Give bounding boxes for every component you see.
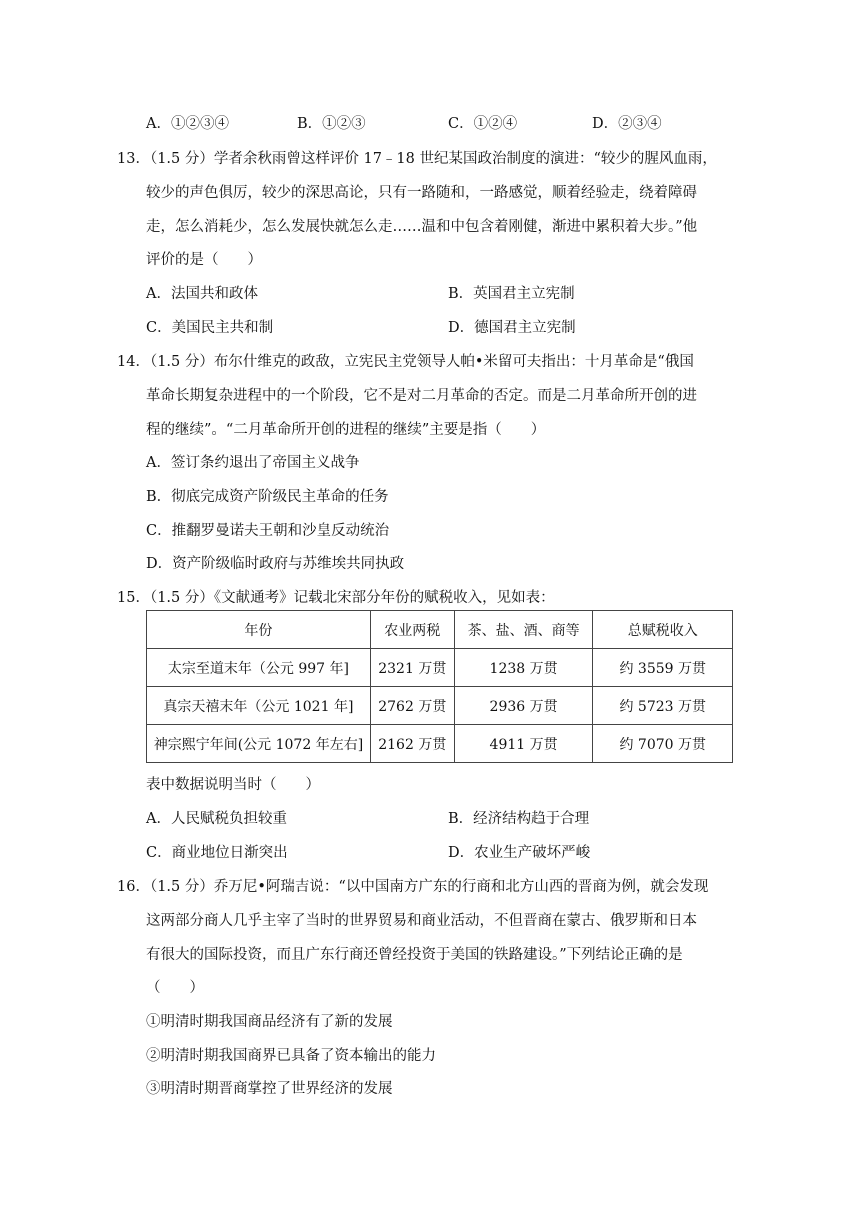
q15-option-c[interactable]: C．商业地位日渐突出: [146, 845, 288, 861]
q15-stem: 15．（1.5 分）《文献通考》记载北宋部分年份的赋税收入，见如表：: [117, 590, 555, 606]
q14-stem-line-1: 14．（1.5 分）布尔什维克的政敌，立宪民主党领导人帕•米留可夫指出：十月革命是“俄国: [117, 354, 694, 370]
q16-statement-2: ②明清时期我国商界已具备了资本输出的能力: [146, 1048, 436, 1064]
q15-option-b[interactable]: B．经济结构趋于合理: [448, 811, 590, 827]
q15-question: 表中数据说明当时（ ）: [146, 777, 320, 793]
table-cell: 真宗天禧末年（公元 1021 年]: [147, 687, 371, 725]
q13-option-b[interactable]: B．英国君主立宪制: [448, 286, 575, 302]
q13-option-a[interactable]: A．法国共和政体: [146, 286, 258, 302]
table-cell: 4911 万贯: [454, 725, 593, 763]
table-row: [147, 649, 733, 687]
q14-stem-line-2: 革命长期复杂进程中的一个阶段，它不是对二月革命的否定。而是二月革命所开创的进: [146, 388, 697, 404]
q14-option-d[interactable]: D．资产阶级临时政府与苏维埃共同执政: [146, 556, 405, 572]
table-cell: 1238 万贯: [454, 649, 593, 687]
table-header-cell: 年份: [147, 611, 371, 649]
q14-option-b[interactable]: B．彻底完成资产阶级民主革命的任务: [146, 489, 389, 505]
q16-stem-line-3: 有很大的国际投资，而且广东行商还曾经投资于美国的铁路建设。”下列结论正确的是: [146, 947, 683, 963]
q16-statement-1: ①明清时期我国商品经济有了新的发展: [146, 1014, 393, 1030]
q14-stem-line-3: 程的继续”。“二月革命所开创的进程的继续”主要是指（ ）: [146, 422, 546, 438]
q13-stem-line-1: 13．（1.5 分）学者余秋雨曾这样评价 17﹣18 世纪某国政治制度的演进：“较少的腥风血雨，: [117, 151, 717, 167]
table-header-cell: 农业两税: [370, 611, 454, 649]
table-cell: 约 5723 万贯: [593, 687, 733, 725]
tax-revenue-table: [146, 610, 733, 763]
q16-stem-line-2: 这两部分商人几乎主宰了当时的世界贸易和商业活动，不但晋商在蒙古、俄罗斯和日本: [146, 913, 697, 929]
table-cell: 2762 万贯: [370, 687, 454, 725]
q15-option-a[interactable]: A．人民赋税负担较重: [146, 811, 287, 827]
table-header-cell: 茶、盐、酒、商等: [454, 611, 593, 649]
table-header-row: [147, 611, 733, 649]
table-cell: 神宗熙宁年间(公元 1072 年左右]: [147, 725, 371, 763]
q12-option-c[interactable]: C．①②④: [448, 116, 518, 132]
q13-option-c[interactable]: C．美国民主共和制: [146, 320, 274, 336]
table-cell: 2936 万贯: [454, 687, 593, 725]
q16-statement-3: ③明清时期晋商掌控了世界经济的发展: [146, 1081, 393, 1097]
q14-option-c[interactable]: C．推翻罗曼诺夫王朝和沙皇反动统治: [146, 523, 390, 539]
q13-option-d[interactable]: D．德国君主立宪制: [448, 320, 576, 336]
q13-stem-line-2: 较少的声色俱厉，较少的深思高论，只有一路随和，一路感觉，顺着经验走，绕着障碍: [146, 185, 697, 201]
q13-stem-line-3: 走，怎么消耗少，怎么发展快就怎么走……温和中包含着刚健，渐进中累积着大步。”他: [146, 219, 698, 235]
table-cell: 2321 万贯: [370, 649, 454, 687]
q13-stem-line-4: 评价的是（ ）: [146, 252, 262, 268]
table-row: [147, 687, 733, 725]
q15-option-d[interactable]: D．农业生产破坏严峻: [448, 845, 591, 861]
q12-option-d[interactable]: D．②③④: [592, 116, 662, 132]
table-cell: 约 3559 万贯: [593, 649, 733, 687]
q16-stem-line-1: 16．（1.5 分）乔万尼•阿瑞吉说：“以中国南方广东的行商和北方山西的晋商为例，就会发现: [117, 879, 709, 895]
q12-option-b[interactable]: B．①②③: [297, 116, 366, 132]
table-cell: 约 7070 万贯: [593, 725, 733, 763]
q12-option-a[interactable]: A．①②③④: [146, 116, 229, 132]
table-cell: 2162 万贯: [370, 725, 454, 763]
q16-stem-line-4: （ ）: [146, 980, 204, 996]
q14-option-a[interactable]: A．签订条约退出了帝国主义战争: [146, 455, 360, 471]
table-header-cell: 总赋税收入: [593, 611, 733, 649]
table-cell: 太宗至道末年（公元 997 年]: [147, 649, 371, 687]
table-row: [147, 725, 733, 763]
